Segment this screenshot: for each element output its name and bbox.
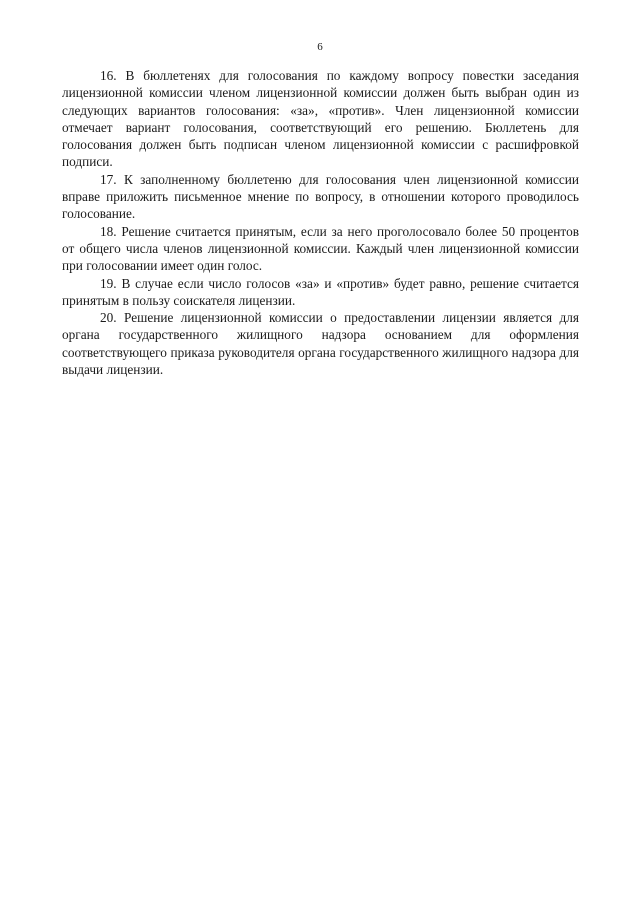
paragraph-16: 16. В бюллетенях для голосования по каждому вопросу повестки заседания лицензионной комиссии членом лицензионной комиссии должен быть выбран один из следующих вариантов голосования: «за», «против». Член лицензионной комиссии отмечает вариант голосования, соответствующий его решению. Бюллетень для голосования должен быть подписан членом лицензионной комиссии с расшифровкой подписи. [62, 68, 579, 170]
paragraph-19: 19. В случае если число голосов «за» и «против» будет равно, решение считается принятым в пользу соискателя лицензии. [62, 275, 579, 308]
paragraph-18: 18. Решение считается принятым, если за него проголосовало более 50 процентов от общего числа членов лицензионной комиссии. Каждый член лицензионной комиссии при голосовании имеет один голос. [62, 223, 579, 274]
paragraph-17: 17. К заполненному бюллетеню для голосования член лицензионной комиссии вправе приложить письменное мнение по вопросу, в отношении которого проводилось голосование. [62, 171, 579, 222]
document-body [62, 67, 579, 378]
page-number: 6 [317, 41, 323, 53]
paragraph-20: 20. Решение лицензионной комиссии о предоставлении лицензии является для органа государственного жилищного надзора основанием для оформления соответствующего приказа руководителя органа государственного жилищного надзора для выдачи лицензии. [62, 310, 579, 378]
